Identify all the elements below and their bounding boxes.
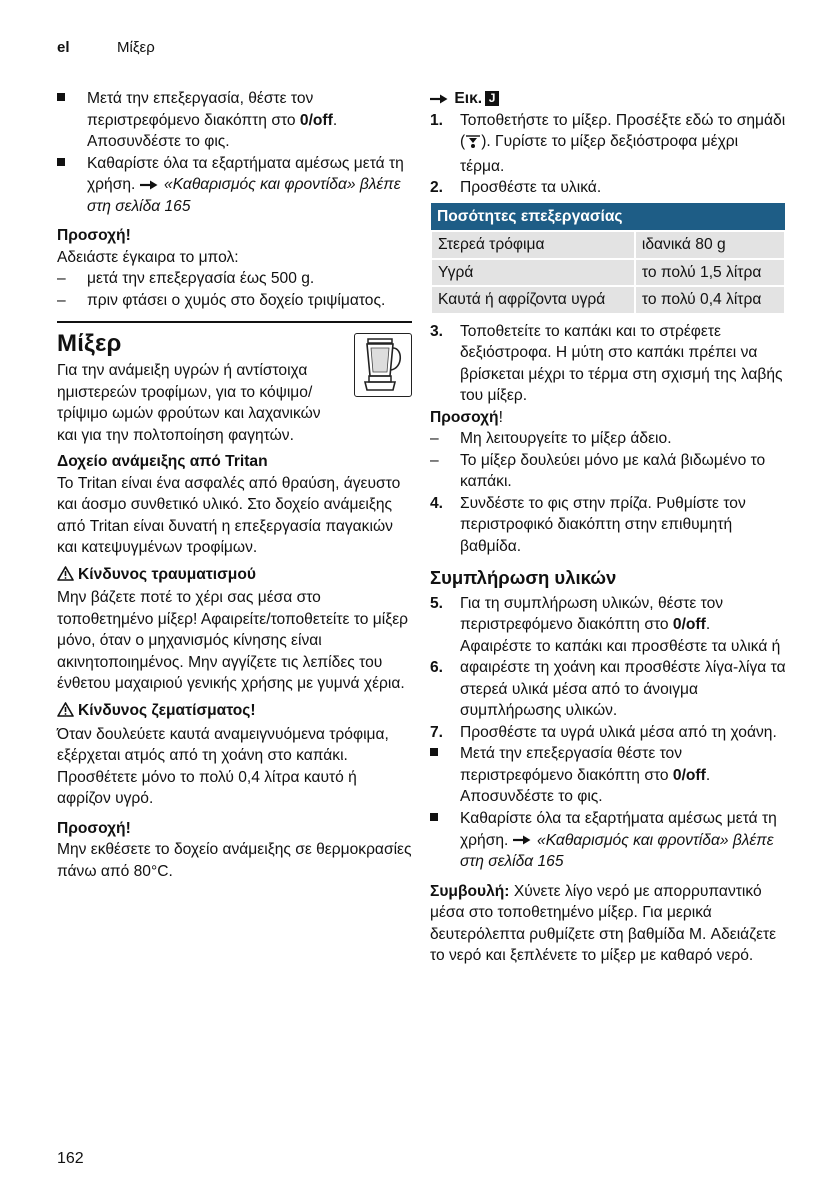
- step-item: 3. Τοποθετείτε το καπάκι και το στρέφετε δεξιόστροφα. Η μύτη στο καπάκι πρέπει να βρίσκεται μέχρι το τέρμα στη σχισμή της λαβής του μίξερ.: [430, 322, 783, 405]
- caution-heading: Προσοχή!: [57, 819, 131, 837]
- page-number: 162: [57, 1150, 84, 1167]
- step-item: 5. Για τη συμπλήρωση υλικών, θέστε τον περιστρεφόμενο διακόπτη στο 0/off. Αφαιρέστε το καπάκι και προσθέστε τα υλικά ή: [430, 594, 781, 655]
- quantities-table: [430, 203, 786, 315]
- page-header: [57, 38, 155, 59]
- right-column: [430, 88, 786, 967]
- section-intro: Για την ανάμειξη υγρών ή αντίστοιχα ημιστερεών τροφίμων, για το κόψιμο/τρίψιμο ωμών φρούτων και λαχανικών και για την πολτοποίηση φαγητών.: [57, 362, 321, 444]
- cross-reference-link[interactable]: «Καθαρισμός και φροντίδα» βλέπε στη σελίδα 165: [460, 831, 774, 871]
- section-title: Μίξερ: [57, 330, 122, 358]
- cross-reference-link[interactable]: «Καθαρισμός και φροντίδα» βλέπε στη σελίδα 165: [87, 176, 401, 215]
- scald-warning-text: Όταν δουλεύετε καυτά αναμειγνυόμενα τρόφιμα, εξέρχεται ατμός από τη χοάνη στο καπάκι. Προσθέτετε μόνο το πολύ 0,4 λίτρα καυτό ή αφρίζον υγρό.: [57, 725, 389, 808]
- header-title: Μίξερ: [117, 39, 155, 56]
- warning-triangle-icon: [57, 702, 74, 724]
- figure-reference: Εικ. J: [430, 88, 786, 110]
- table-row: Στερεά τρόφιμα ιδανικά 80 g: [431, 231, 785, 259]
- left-column: [57, 88, 412, 882]
- list-item: – Μη λειτουργείτε το μίξερ άδειο.: [430, 430, 672, 448]
- table-header: Ποσότητες επεξεργασίας: [431, 203, 785, 232]
- warning-triangle-icon: [57, 566, 74, 588]
- tip-paragraph: Συμβουλή: Χύνετε λίγο νερό με απορρυπαντικό μέσα στο τοποθετημένο μίξερ. Για μερικά δευτερόλεπτα ρυθμίζετε στη βαθμίδα M. Αδειάζετε το νερό και ξεπλένετε το μίξερ με καθαρό νερό.: [430, 882, 777, 965]
- scald-warning-heading: Κίνδυνος ζεματίσματος!: [57, 700, 412, 724]
- tritan-heading: Δοχείο ανάμειξης από Tritan: [57, 453, 268, 471]
- figure-badge: J: [485, 91, 499, 106]
- list-item: – Το μίξερ δουλεύει μόνο με καλά βιδωμένο το καπάκι.: [430, 451, 766, 491]
- step-item: 6. αφαιρέστε τη χοάνη και προσθέστε λίγα-λίγα τα στερεά υλικά μέσα από το άνοιγμα συμπλήρωσης υλικών.: [430, 659, 786, 720]
- list-item: Καθαρίστε όλα τα εξαρτήματα αμέσως μετά τη χρήση. «Καθαρισμός και φροντίδα» βλέπε στη σελίδα 165: [57, 153, 412, 218]
- tip-label: Συμβουλή:: [430, 882, 510, 900]
- step-item: 4. Συνδέστε το φις στην πρίζα. Ρυθμίστε τον περιστροφικό διακόπτη στην επιθυμητή βαθμίδα.: [430, 494, 746, 555]
- list-item: Μετά την επεξεργασία, θέστε τον περιστρεφόμενο διακόπτη στο 0/off. Αποσυνδέστε το φις.: [57, 88, 412, 153]
- caution-intro: Αδειάστε έγκαιρα το μπολ:: [57, 248, 239, 266]
- step-item: 2. Προσθέστε τα υλικά.: [430, 179, 602, 197]
- caution-heading: Προσοχή!: [430, 408, 503, 426]
- caution-text: Μην εκθέσετε το δοχείο ανάμειξης σε θερμοκρασίες πάνω από 80°C.: [57, 841, 412, 880]
- tritan-text: Το Tritan είναι ένα ασφαλές από θραύση, άγευστο και άοσμο συνθετικό υλικό. Στο δοχείο ανάμειξης από Tritan είναι δυνατή η επεξεργασία παγακιών και κατεψυγμένων τροφίμων.: [57, 474, 401, 557]
- list-item: Καθαρίστε όλα τα εξαρτήματα αμέσως μετά τη χρήση. «Καθαρισμός και φροντίδα» βλέπε στη σελίδα 165: [430, 808, 786, 873]
- arrow-right-icon: [140, 180, 160, 190]
- bullet-square-icon: [57, 158, 65, 166]
- caution-heading: Προσοχή!: [57, 227, 131, 245]
- bullet-square-icon: [57, 93, 65, 101]
- alignment-mark-icon: [465, 133, 481, 156]
- list-item: – πριν φτάσει ο χυμός στο δοχείο τριψίματος.: [57, 291, 386, 309]
- table-row: Υγρά το πολύ 1,5 λίτρα: [431, 259, 785, 287]
- list-item: Μετά την επεξεργασία θέστε τον περιστρεφόμενο διακόπτη στο 0/off. Αποσυνδέστε το φις.: [430, 743, 786, 808]
- section-mixer: [57, 321, 412, 446]
- language-code: el: [57, 39, 70, 56]
- blender-icon: [354, 333, 412, 397]
- bullet-square-icon: [430, 748, 438, 756]
- injury-warning-heading: Κίνδυνος τραυματισμού: [57, 564, 412, 588]
- arrow-right-icon: [513, 835, 533, 845]
- step-item: 1. Τοποθετήστε το μίξερ. Προσέξτε εδώ το σημάδι ( ). Γυρίστε το μίξερ δεξιόστροφα μέχρι τέρμα.: [430, 111, 786, 175]
- bullet-square-icon: [430, 813, 438, 821]
- injury-warning-text: Μην βάζετε ποτέ το χέρι σας μέσα στο τοποθετημένο μίξερ! Αφαιρείτε/τοποθετείτε το μίξερ μόνο, όταν ο μηχανισμός κίνησης είναι ακινητοποιημένος. Μην αγγίζετε τις λεπίδες του ένθετου μαχαιριού γενικής χρήσης με γυμνά χέρια.: [57, 589, 409, 693]
- refill-heading: Συμπλήρωση υλικών: [430, 567, 617, 589]
- arrow-right-icon: [430, 94, 450, 104]
- list-item: – μετά την επεξεργασία έως 500 g.: [57, 270, 315, 288]
- step-item: 7. Προσθέστε τα υγρά υλικά μέσα από τη χοάνη.: [430, 723, 777, 741]
- table-row: Καυτά ή αφρίζοντα υγρά το πολύ 0,4 λίτρα: [431, 286, 785, 314]
